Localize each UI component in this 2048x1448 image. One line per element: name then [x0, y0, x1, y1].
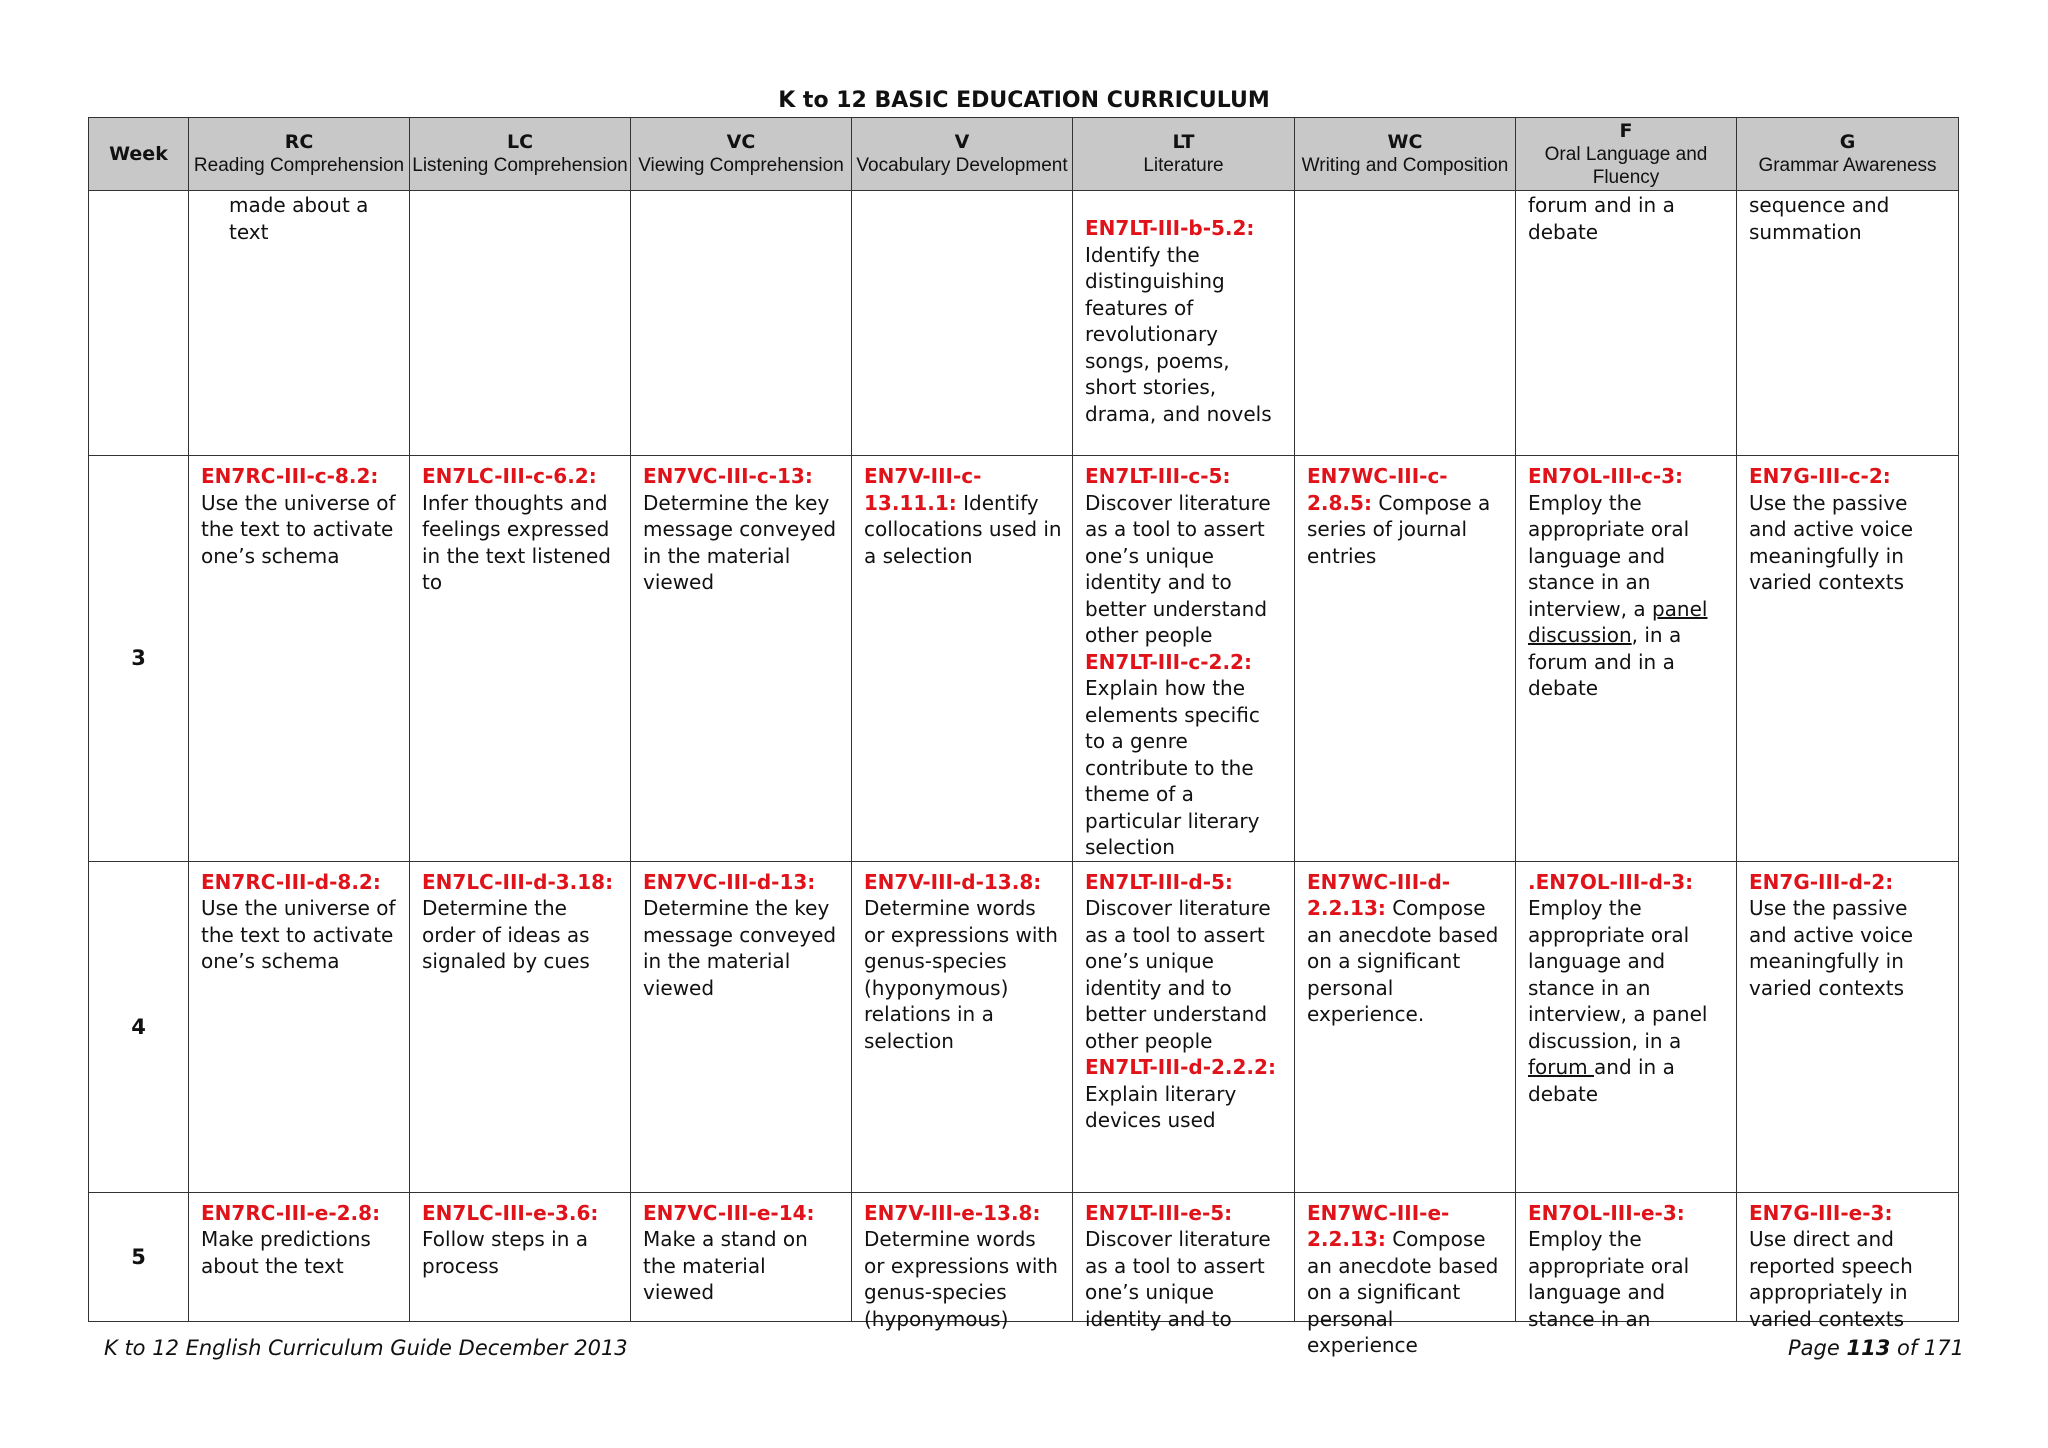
cell-lt: [1073, 1192, 1295, 1331]
competency-code: EN7RC-III-c-8.2:: [201, 464, 379, 488]
header-label: Reading Comprehension: [193, 155, 405, 176]
header-g: [1737, 118, 1959, 191]
week-cell: 4: [89, 861, 189, 1192]
competency-code: EN7LT-III-d-5:: [1085, 869, 1233, 894]
table-row: [89, 861, 1959, 1192]
header-code: WC: [1387, 131, 1423, 153]
competency-text: panel discussion: [1528, 596, 1708, 647]
footer-page-number: [1788, 1336, 1964, 1360]
competency-code: EN7OL-III-c-3:: [1528, 464, 1684, 488]
cell-f: [1516, 191, 1737, 456]
competency-text: Determine words or expressions with genus-species (hyponymous) relations in a selection: [864, 896, 1058, 1053]
competency-text: , a: [1620, 596, 1652, 621]
header-code: VC: [726, 131, 756, 153]
competency-code: EN7RC-III-e-2.8:: [201, 1200, 381, 1225]
table-row: [89, 1192, 1959, 1321]
header-v: [852, 118, 1073, 191]
competency-code: EN7G-III-c-2:: [1749, 464, 1891, 488]
header-week: Week: [89, 118, 189, 191]
competency-text: Follow steps in a process: [422, 1227, 588, 1278]
competency-code: EN7VC-III-d-13:: [643, 869, 816, 894]
competency-code: EN7LT-III-b-5.2:: [1085, 216, 1255, 240]
cell-f: [1516, 861, 1737, 1192]
header-label: Viewing Comprehension: [638, 155, 844, 176]
competency-text: Identify the distinguishing features of revolutionary songs, poems, short stories, drama, and novels: [1085, 242, 1272, 426]
competency-code: EN7RC-III-d-8.2:: [201, 869, 381, 894]
competency-text: Use direct and reported speech appropriately in varied contexts: [1749, 1227, 1913, 1331]
header-code: F: [1619, 119, 1633, 142]
cell-g: [1737, 861, 1959, 1192]
cell-lt: [1073, 456, 1295, 862]
competency-code: EN7VC-III-c-13:: [643, 464, 813, 488]
competency-text: Employ the appropriate oral language and stance in an interview, a panel discussion, in a: [1528, 896, 1708, 1053]
cell-rc: [189, 191, 410, 456]
cell-v: [852, 191, 1073, 456]
header-lc: [410, 118, 631, 191]
cell-g: [1737, 456, 1959, 862]
competency-code: EN7LT-III-c-2.2:: [1085, 649, 1252, 674]
cell-lc: [410, 456, 631, 862]
competency-code: EN7WC-III-e-2.2.13:: [1307, 1200, 1450, 1251]
cell-rc: [189, 1192, 410, 1321]
header-row: [89, 118, 1959, 191]
week-cell: 3: [89, 456, 189, 862]
competency-code: EN7V-III-c-13.11.1:: [864, 464, 982, 515]
header-code: LT: [1172, 131, 1195, 153]
week-cell: 5: [89, 1192, 189, 1321]
header-code: RC: [284, 131, 314, 153]
competency-code: EN7G-III-d-2:: [1749, 869, 1894, 894]
competency-text: Compose an anecdote based on a significant personal experience: [1307, 1227, 1499, 1357]
cell-lc: [410, 861, 631, 1192]
cell-rc: [189, 861, 410, 1192]
competency-text: Determine the key message conveyed in the material viewed: [643, 490, 837, 594]
cell-vc: [631, 456, 852, 862]
header-wc: [1295, 118, 1516, 191]
page-prefix: Page: [1787, 1336, 1840, 1360]
page-number: 113: [1846, 1336, 1891, 1360]
competency-text: Use the universe of the text to activate one’s schema: [201, 896, 396, 973]
cell-g: [1737, 1192, 1959, 1331]
header-rc: [189, 118, 410, 191]
table-row: [89, 191, 1959, 456]
competency-code: EN7VC-III-e-14:: [643, 1200, 815, 1225]
document-title: K to 12 BASIC EDUCATION CURRICULUM: [778, 88, 1270, 113]
competency-text: Discover literature as a tool to assert one’s unique identity and to better understand other people: [1085, 896, 1271, 1053]
competency-text: Use the universe of the text to activate one’s schema: [201, 490, 396, 568]
competency-text: Explain how the elements specific to a genre contribute to the theme of a particular literary selection: [1085, 676, 1260, 859]
competency-text: Determine words or expressions with genus-species (hyponymous): [864, 1227, 1058, 1331]
cell-lt: [1073, 191, 1295, 456]
header-label: Grammar Awareness: [1758, 155, 1937, 176]
competency-code: EN7LT-III-c-5:: [1085, 464, 1231, 488]
competency-code: EN7OL-III-e-3:: [1528, 1200, 1685, 1225]
cell-wc: [1295, 191, 1516, 456]
cell-wc: [1295, 861, 1516, 1192]
competency-text: Determine the key message conveyed in the material viewed: [643, 896, 837, 1000]
competency-code: EN7V-III-e-13.8:: [864, 1200, 1041, 1225]
competency-text: Compose a series of journal entries: [1307, 490, 1491, 568]
header-code: LC: [506, 131, 534, 153]
competency-code: EN7WC-III-d-2.2.13:: [1307, 869, 1451, 920]
cell-vc: [631, 191, 852, 456]
header-label: Vocabulary Development: [856, 155, 1068, 176]
cell-g: [1737, 191, 1959, 456]
header-label: Oral Language and Fluency: [1544, 143, 1708, 188]
competency-text: Determine the order of ideas as signaled by cues: [422, 896, 590, 973]
competency-code: EN7LC-III-d-3.18:: [422, 869, 614, 894]
competency-text: Employ the appropriate oral language and stance in an interview: [1528, 490, 1690, 621]
footer-guide: K to 12 English Curriculum Guide December 2013: [104, 1336, 628, 1360]
cell-text: sequence and summation: [1749, 193, 1890, 244]
header-f: [1516, 118, 1737, 191]
competency-text: Use the passive and active voice meaningfully in varied contexts: [1749, 896, 1914, 1000]
table-row: [89, 456, 1959, 862]
competency-text: Make predictions about the text: [201, 1227, 371, 1278]
cell-f: [1516, 456, 1737, 862]
competency-code: EN7LC-III-c-6.2:: [422, 464, 597, 488]
competency-text: , in a forum and in a debate: [1528, 623, 1682, 700]
competency-text: and in a debate: [1528, 1055, 1675, 1106]
cell-v: [852, 456, 1073, 862]
competency-code: EN7LC-III-e-3.6:: [422, 1200, 599, 1225]
cell-vc: [631, 861, 852, 1192]
competency-text: Make a stand on the material viewed: [643, 1227, 808, 1304]
header-label: Listening Comprehension: [412, 155, 628, 176]
competency-text: Explain literary devices used: [1085, 1081, 1237, 1132]
header-lt: [1073, 118, 1295, 191]
competency-code: EN7G-III-e-3:: [1749, 1200, 1893, 1225]
competency-code: EN7WC-III-c-2.8.5:: [1307, 464, 1448, 515]
competency-text: forum: [1528, 1055, 1595, 1079]
week-cell: [89, 191, 189, 456]
cell-wc: [1295, 456, 1516, 862]
header-code: G: [1839, 131, 1856, 153]
header-label: Literature: [1143, 155, 1224, 176]
cell-wc: [1295, 1192, 1516, 1357]
cell-v: [852, 1192, 1073, 1331]
competency-code: EN7V-III-d-13.8:: [864, 869, 1042, 894]
cell-lc: [410, 191, 631, 456]
header-code: V: [954, 131, 970, 153]
competency-code: .EN7OL-III-d-3:: [1528, 869, 1694, 894]
competency-text: Use the passive and active voice meaningfully in varied contexts: [1749, 490, 1914, 594]
page-total: of 171: [1897, 1336, 1964, 1360]
competency-text: Compose an anecdote based on a significant personal experience.: [1307, 896, 1499, 1026]
cell-rc: [189, 456, 410, 862]
competency-text: Employ the appropriate oral language and stance in an: [1528, 1227, 1690, 1331]
cell-text: made about a text: [229, 193, 369, 244]
competency-text: Discover literature as a tool to assert one’s unique identity and to: [1085, 1227, 1271, 1331]
header-label: Writing and Composition: [1301, 155, 1509, 176]
cell-v: [852, 861, 1073, 1192]
cell-vc: [631, 1192, 852, 1321]
header-vc: [631, 118, 852, 191]
cell-text: forum and in a debate: [1528, 193, 1675, 244]
competency-code: EN7LT-III-d-2.2.2:: [1085, 1055, 1276, 1079]
competency-code: EN7LT-III-e-5:: [1085, 1200, 1233, 1225]
cell-lc: [410, 1192, 631, 1321]
competency-text: Identify collocations used in a selection: [864, 490, 1062, 568]
competency-text: Infer thoughts and feelings expressed in the text listened to: [422, 490, 611, 594]
cell-f: [1516, 1192, 1737, 1331]
cell-lt: [1073, 861, 1295, 1192]
competency-text: Discover literature as a tool to assert one’s unique identity and to better understand other people: [1085, 490, 1271, 647]
